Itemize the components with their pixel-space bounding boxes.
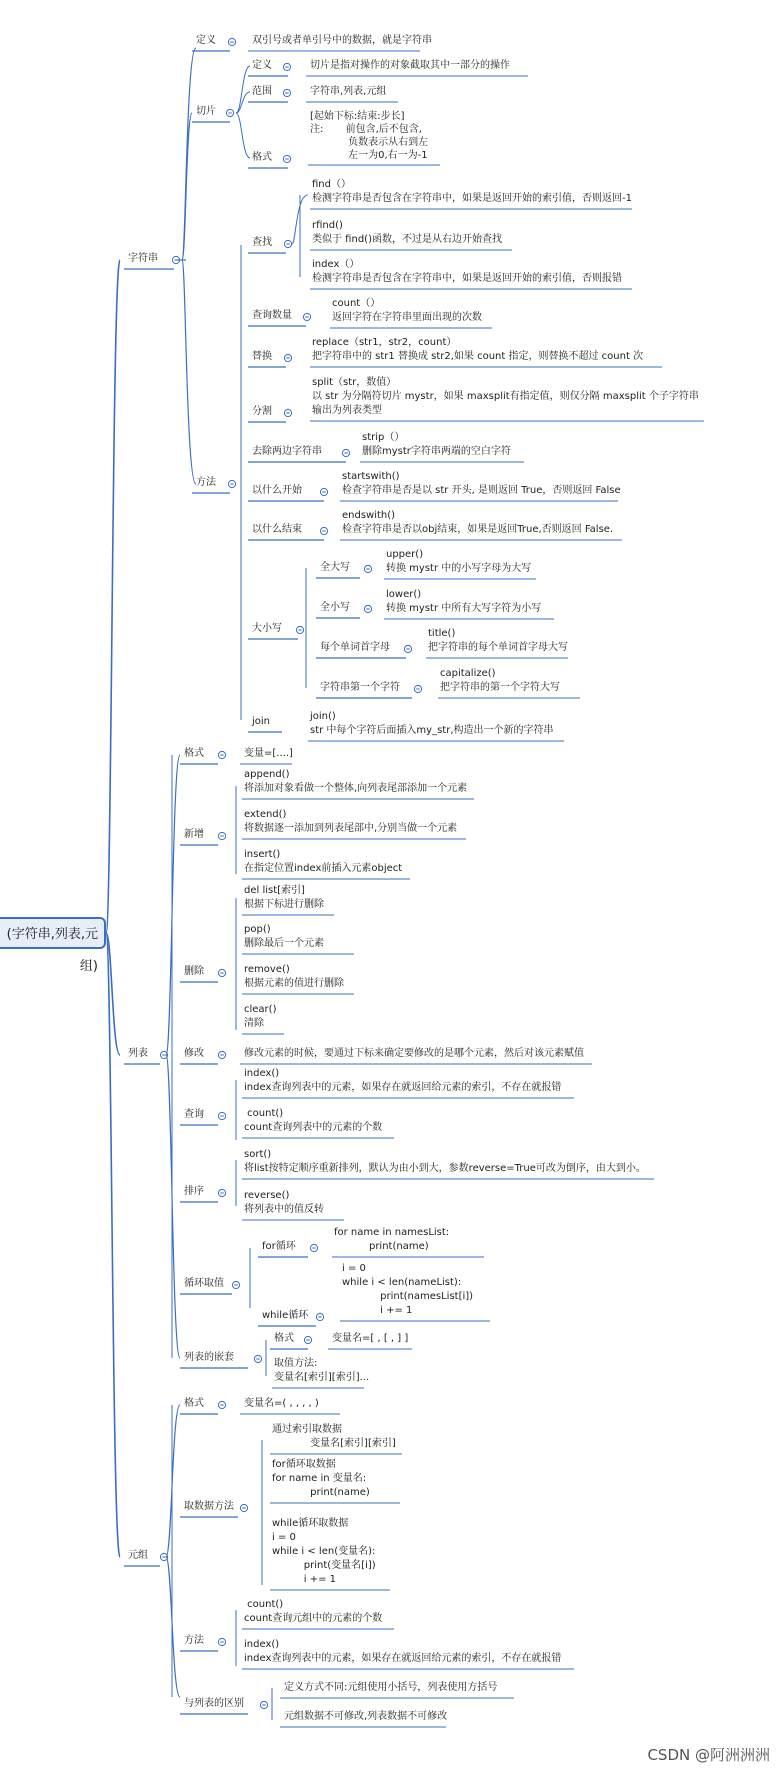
node-nest-format[interactable]: 格式 [274,1333,294,1344]
title-item-line: title() [428,628,456,639]
watermark: CSDN @阿洲洲洲 [647,1746,770,1764]
list-index-item-line: index() [244,1068,280,1079]
slice-format-line: 负数表示从右到左 [310,137,429,148]
list-index-item-line: index查询列表中的元素，如果存在就返回给元素的索引，不存在就报错 [244,1082,562,1093]
pop-item-line: 删除最后一个元素 [244,938,324,949]
node-slice-range[interactable]: 范围 [252,86,272,97]
title-item-line: 把字符串的每个单词首字母大写 [428,642,568,653]
tuple-index-item-line: index查询列表中的元素，如果存在就返回给元素的索引，不存在就报错 [244,1653,562,1664]
node-while[interactable]: while循环 [262,1310,309,1321]
collapse-toggle-icon[interactable] [316,1313,323,1320]
node-for[interactable]: for循环 [262,1241,296,1252]
node-list-sort[interactable]: 排序 [184,1186,204,1197]
node-upper[interactable]: 全大写 [320,562,350,573]
connector-curve [182,260,196,484]
node-slice[interactable]: 切片 [196,106,216,117]
connector-curve [182,48,196,260]
sort-item-line: sort() [244,1149,272,1160]
connector-curve [166,1557,180,1697]
rfind-item-line: rfind() [312,220,343,231]
while-item-line: i += 1 [342,1305,413,1316]
slice-format-line: 左一为0,右一为-1 [310,150,428,161]
node-tuple-methods[interactable]: 方法 [184,1635,204,1646]
node-capitalize[interactable]: 字符串第一个字符 [320,682,400,693]
collapse-toggle-icon[interactable] [320,488,327,495]
collapse-toggle-icon[interactable] [284,354,291,361]
collapse-toggle-icon[interactable] [364,565,371,572]
collapse-toggle-icon[interactable] [228,38,235,45]
for-item-line: print(name) [334,1241,429,1252]
node-slice-format[interactable]: 格式 [252,152,272,163]
index-item-line: index（） [312,259,360,270]
connector-curve [106,933,120,1557]
collapse-toggle-icon[interactable] [342,449,349,456]
tuple-index-item-line: index() [244,1639,280,1650]
slice-range-text: 字符串,列表,元组 [310,86,387,97]
connector-curve [166,755,180,1055]
while-item-line: while i < len(nameList): [342,1277,462,1288]
capitalize-item-line: 把字符串的第一个字符大写 [440,682,560,693]
remove-item-line: 根据元素的值进行删除 [244,978,344,989]
reverse-item-line: 将列表中的值反转 [244,1204,324,1215]
collapse-toggle-icon[interactable] [284,240,291,247]
tuple-count-item-line: count() [244,1599,284,1610]
endswith-item-line: endswith() [342,510,396,521]
connector-curve [106,260,120,933]
replace-item-line: replace（str1，str2，count） [312,337,457,348]
node-tuple[interactable]: 元组 [128,1550,148,1561]
collapse-toggle-icon[interactable] [218,751,225,758]
collapse-toggle-icon[interactable] [320,527,327,534]
node-tuple-format[interactable]: 格式 [184,1398,204,1409]
insert-item-line: 在指定位置index前插入元素object [244,863,403,874]
remove-item-line: remove() [244,964,290,975]
extend-item-line: 将数据逐一添加到列表尾部中,分别当做一个元素 [244,823,458,834]
tuple-while-get-line: i = 0 [272,1532,296,1543]
collapse-toggle-icon[interactable] [364,605,371,612]
collapse-toggle-icon[interactable] [260,1701,267,1708]
node-join[interactable]: join [252,716,271,727]
count-item-line: 返回字符在字符串里面出现的次数 [332,312,482,323]
pop-item-line: pop() [244,924,271,935]
reverse-item-line: reverse() [244,1190,290,1201]
tuple-for-get-line: for循环取数据 [272,1459,336,1470]
tuple-for-get-line: print(name) [272,1487,370,1498]
find-item-line: 检测字符串是否包含在字符串中，如果是返回开始的索引值，否则返回-1 [312,193,632,204]
slice-format-line: 注: 前包含,后不包含, [310,124,422,135]
join-item-line: join() [310,711,336,722]
split-item-line: 输出为列表类型 [312,405,382,416]
node-strip[interactable]: 去除两边字符串 [252,446,322,457]
node-tuple-diff[interactable]: 与列表的区别 [184,1698,244,1709]
collapse-toggle-icon[interactable] [240,1504,247,1511]
node-string[interactable]: 字符串 [128,253,158,264]
connector-curve [166,1055,180,1358]
append-item-line: append() [244,769,290,780]
connector-curve [236,113,250,158]
upper-item-line: upper() [386,549,424,560]
tuple-format-text: 变量名=( , , , , ) [244,1398,319,1409]
node-list-modify[interactable]: 修改 [184,1048,204,1059]
collapse-toggle-icon[interactable] [296,626,303,633]
node-endswith[interactable]: 以什么结束 [252,524,302,535]
list-format-text: 变量=[....] [244,748,293,759]
list-count-item-line: count查询列表中的元素的个数 [244,1122,383,1133]
root-node[interactable]: (字符串,列表,元组) [0,917,106,949]
nest-get-item-line: 变量名[索引][索引]... [274,1372,370,1383]
for-item-line: for name in namesList: [334,1227,450,1238]
node-list-loop[interactable]: 循环取值 [184,1278,224,1289]
del-item-line: del list[索引] [244,885,305,896]
collapse-toggle-icon[interactable] [303,313,310,320]
tuple-index-get-line: 通过索引取数据 [272,1424,342,1435]
collapse-toggle-icon[interactable] [218,1189,225,1196]
collapse-toggle-icon[interactable] [218,1638,225,1645]
del-item-line: 根据下标进行删除 [244,899,324,910]
lower-item-line: lower() [386,589,422,600]
collapse-toggle-icon[interactable] [226,109,233,116]
node-list-format[interactable]: 格式 [184,748,204,759]
slice-format-line: [起始下标:结束:步长] [310,111,405,122]
tuple-while-get-line: i += 1 [272,1574,337,1585]
node-lower[interactable]: 全小写 [320,602,350,613]
tuple-diff-b: 元组数据不可修改,列表数据不可修改 [284,1711,448,1722]
upper-item-line: 转换 mystr 中的小写字母为大写 [386,563,532,574]
extend-item-line: extend() [244,809,287,820]
tuple-while-get-line: while i < len(变量名): [272,1546,376,1557]
node-methods[interactable]: 方法 [196,477,216,488]
rfind-item-line: 类似于 find()函数，不过是从右边开始查找 [312,234,502,245]
tuple-for-get-line: for name in 变量名: [272,1473,367,1484]
node-find[interactable]: 查找 [252,237,272,248]
collapse-toggle-icon[interactable] [218,969,225,976]
node-split[interactable]: 分割 [252,406,272,417]
collapse-toggle-icon[interactable] [218,1051,225,1058]
collapse-toggle-icon[interactable] [310,1244,317,1251]
collapse-toggle-icon[interactable] [283,63,290,70]
tuple-index-get-line: 变量名[索引][索引] [272,1438,396,1449]
string-def-text: 双引号或者单引号中的数据，就是字符串 [252,35,432,46]
node-string-def[interactable]: 定义 [196,35,216,46]
tuple-count-item-line: count查询元组中的元素的个数 [244,1613,383,1624]
node-title[interactable]: 每个单词首字母 [320,642,390,653]
node-tuple-get[interactable]: 取数据方法 [184,1501,234,1512]
tuple-while-get-line: print(变量名[i]) [272,1560,376,1571]
node-startswith[interactable]: 以什么开始 [252,485,302,496]
split-item-line: 以 str 为分隔符切片 mystr，如果 maxsplit有指定值，则仅分隔 maxsplit 个子字符串 [312,391,699,402]
clear-item-line: 清除 [244,1018,264,1029]
strip-item-line: strip（） [362,432,405,443]
node-slice-def[interactable]: 定义 [252,60,272,71]
index-item-line: 检测字符串是否包含在字符串中，如果是返回开始的索引值，否则报错 [312,273,622,284]
node-count[interactable]: 查询数量 [252,310,292,321]
list-count-item-line: count() [244,1108,284,1119]
collapse-toggle-icon[interactable] [284,409,291,416]
collapse-toggle-icon[interactable] [414,685,421,692]
endswith-item-line: 检查字符串是否以obj结束，如果是返回True,否则返回 False. [342,524,614,535]
collapse-toggle-icon[interactable] [254,1355,261,1362]
startswith-item-line: 检查字符串是否是以 str 开头, 是则返回 True，否则返回 False [342,485,621,496]
lower-item-line: 转换 mystr 中所有大写字符为小写 [386,603,542,614]
node-list[interactable]: 列表 [128,1048,148,1059]
connector-curve [166,1405,180,1557]
collapse-toggle-icon[interactable] [218,832,225,839]
capitalize-item-line: capitalize() [440,668,496,679]
replace-item-line: 把字符串中的 str1 替换成 str2,如果 count 指定，则替换不超过 count 次 [312,351,644,362]
connector-curve [236,66,250,113]
collapse-toggle-icon[interactable] [304,1336,311,1343]
collapse-toggle-icon[interactable] [228,480,235,487]
node-list-del[interactable]: 删除 [184,966,204,977]
tuple-while-get-line: while循环取数据 [272,1518,349,1529]
insert-item-line: insert() [244,849,281,860]
split-item-line: split（str，数值） [312,377,397,388]
append-item-line: 将添加对象看做一个整体,向列表尾部添加一个元素 [244,783,468,794]
tuple-diff-a: 定义方式不同:元组使用小括号，列表使用方括号 [284,1682,498,1693]
node-list-nest[interactable]: 列表的嵌套 [184,1352,234,1363]
list-modify-text: 修改元素的时候，要通过下标来确定要修改的是哪个元素，然后对该元素赋值 [244,1048,584,1059]
node-replace[interactable]: 替换 [252,351,272,362]
collapse-toggle-icon[interactable] [283,89,290,96]
collapse-toggle-icon[interactable] [218,1112,225,1119]
node-list-query[interactable]: 查询 [184,1109,204,1120]
count-item-line: count（） [332,298,381,309]
while-item-line: print(namesList[i]) [342,1291,474,1302]
find-item-line: find（） [312,179,351,190]
collapse-toggle-icon[interactable] [404,645,411,652]
strip-item-line: 删除mystr字符串两端的空白字符 [362,446,511,457]
collapse-toggle-icon[interactable] [218,1401,225,1408]
clear-item-line: clear() [244,1004,277,1015]
slice-def-text: 切片是指对操作的对象截取其中一部分的操作 [310,60,510,71]
join-item-line: str 中每个字符后面插入my_str,构造出一个新的字符串 [310,725,554,736]
node-case[interactable]: 大小写 [252,623,282,634]
node-list-add[interactable]: 新增 [184,829,204,840]
nest-get-item-line: 取值方法: [274,1358,318,1369]
sort-item-line: 将list按特定顺序重新排列，默认为由小到大，参数reverse=True可改为倒序，由大到小。 [244,1163,646,1174]
collapse-toggle-icon[interactable] [283,155,290,162]
startswith-item-line: startswith() [342,471,400,482]
nest-format-text: 变量名=[ , [ , ] ] [332,1333,409,1344]
while-item-line: i = 0 [342,1263,366,1274]
collapse-toggle-icon[interactable] [232,1281,239,1288]
